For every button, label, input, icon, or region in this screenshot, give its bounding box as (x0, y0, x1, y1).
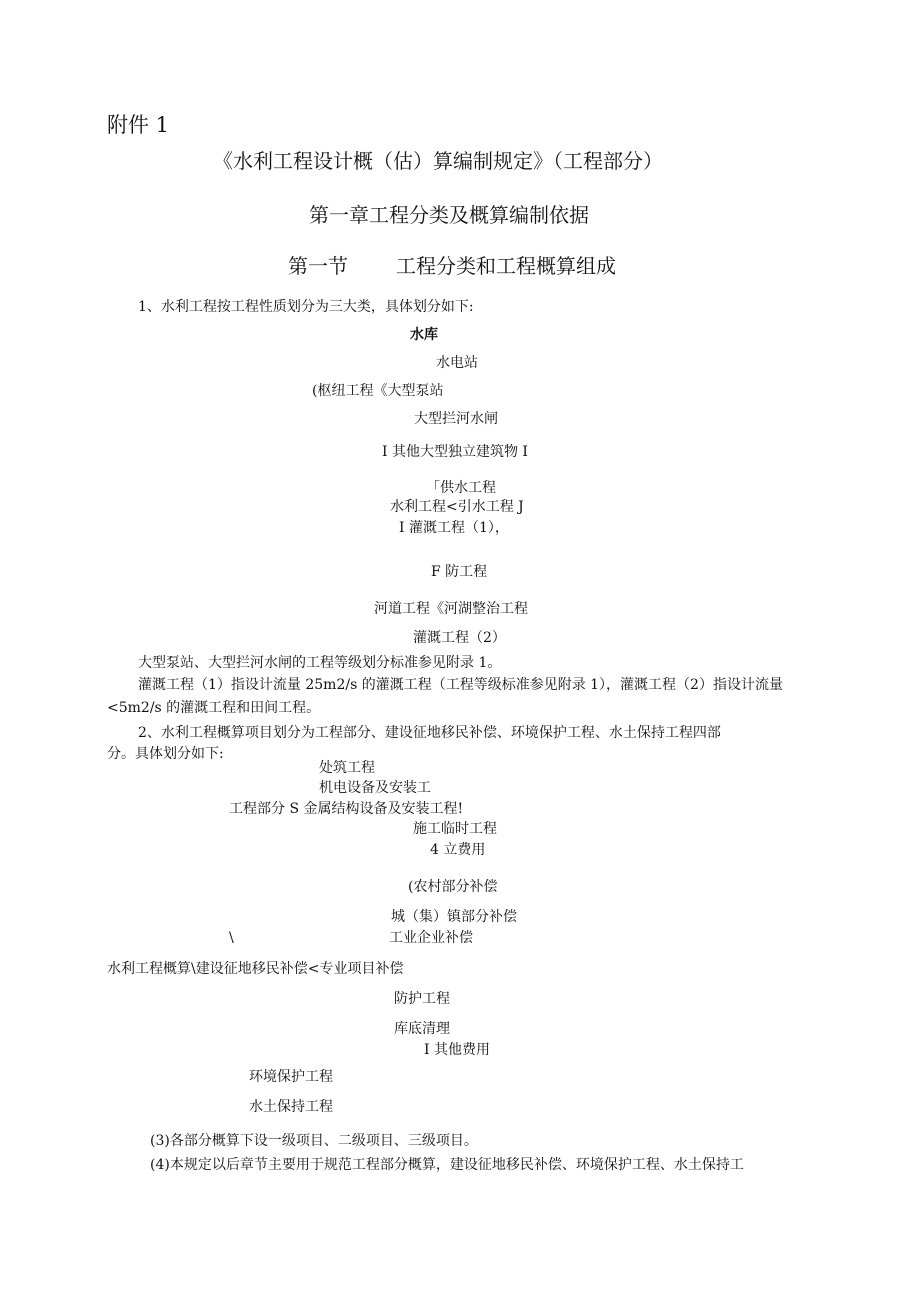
paragraph-2-line-1: 2、水利工程概算项目划分为工程部分、建设征地移民补偿、环境保护工程、水土保持工程四部 (138, 725, 721, 741)
chapter-title: 第一章工程分类及概算编制依据 (309, 203, 589, 227)
tree2-land-special: 水利工程概算\建设征地移民补偿<专业项目补偿 (107, 961, 404, 977)
tree1-hydropower: 水电站 (436, 355, 478, 371)
paragraph-irrigation-line-1: 灌溉工程（1）指设计流量 25m2/s 的灌溉工程（工程等级标准参见附录 1），灌溉工程（2）指设计流量 (138, 677, 783, 693)
tree2-other-fees: I 其他费用 (424, 1042, 490, 1058)
tree2-construction: 处筑工程 (319, 760, 375, 776)
tree2-industrial: 工业企业补偿 (389, 930, 473, 946)
paragraph-4: (4)本规定以后章节主要用于规范工程部分概算，建设征地移民补偿、环境保护工程、水土保持工 (150, 1157, 744, 1173)
tree2-fees: 4 立费用 (430, 842, 486, 858)
paragraph-1: 1、水利工程按工程性质划分为三大类，具体划分如下: (138, 299, 474, 315)
paragraph-2-line-2: 分。具体划分如下: (107, 746, 224, 762)
tree2-engineering-metal: 工程部分 S 金属结构设备及安装工程! (229, 801, 464, 817)
paragraph-3: (3)各部分概算下设一级项目、二级项目、三级项目。 (150, 1133, 478, 1149)
document-title: 《水利工程设计概（估）算编制规定》（工程部分） (213, 149, 663, 173)
attachment-label: 附件 1 (107, 113, 170, 137)
tree2-urban: 城（集）镇部分补偿 (391, 909, 517, 925)
tree2-environment: 环境保护工程 (249, 1069, 333, 1085)
tree1-water-supply: 「供水工程 (426, 480, 496, 496)
tree1-hub-pump: (枢纽工程《大型泵站 (312, 383, 444, 399)
tree1-flood-control: F 防工程 (431, 564, 488, 580)
tree1-irrigation-1: I 灌溉工程（1）， (399, 520, 509, 536)
section-number: 第一节 (288, 254, 348, 278)
tree1-sluice: 大型拦河水闸 (414, 411, 498, 427)
tree1-reservoir: 水库 (410, 327, 438, 343)
tree1-river-regulation: 河道工程《河湖整治工程 (374, 601, 528, 617)
tree2-rural: (农村部分补偿 (408, 879, 498, 895)
paragraph-irrigation-line-2: <5m2/s 的灌溉工程和田间工程。 (107, 700, 321, 716)
tree1-other-buildings: I 其他大型独立建筑物 I (382, 444, 528, 460)
tree2-protection: 防护工程 (394, 991, 450, 1007)
section-title: 工程分类和工程概算组成 (396, 254, 616, 278)
paragraph-pump-sluice: 大型泵站、大型拦河水闸的工程等级划分标准参见附录 1。 (138, 655, 502, 671)
tree2-backslash: \ (229, 930, 234, 946)
tree1-irrigation-2: 灌溉工程（2） (413, 630, 506, 646)
tree2-soil-water: 水土保持工程 (249, 1099, 333, 1115)
tree2-reservoir-clearing: 库底清理 (394, 1021, 450, 1037)
tree1-water-diversion: 水利工程<引水工程 J (390, 499, 524, 515)
tree2-electromechanical: 机电设备及安装工 (319, 780, 431, 796)
tree2-temporary: 施工临时工程 (413, 821, 497, 837)
